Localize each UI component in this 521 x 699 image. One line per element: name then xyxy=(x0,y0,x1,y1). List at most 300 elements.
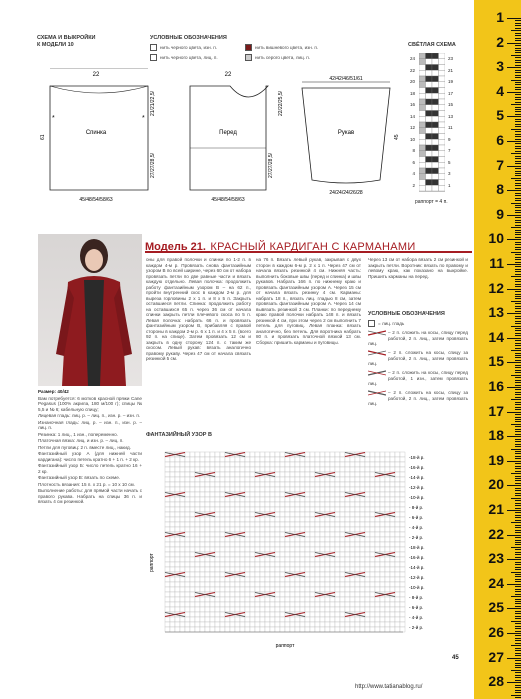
chart-cell xyxy=(275,522,280,527)
chart-cell xyxy=(280,627,285,632)
chart-cell xyxy=(205,482,210,487)
chart-cell xyxy=(220,547,225,552)
chart-cell xyxy=(200,482,205,487)
woman-illustration xyxy=(38,234,142,386)
chart-cell xyxy=(185,537,190,542)
chart-cell xyxy=(265,522,270,527)
chart-cell xyxy=(285,482,290,487)
chart-cell xyxy=(195,497,200,502)
chart-cell xyxy=(225,527,230,532)
chart-cell xyxy=(345,622,350,627)
chart-cell xyxy=(260,627,265,632)
ruler-number: 9 xyxy=(496,205,504,222)
chart-cell xyxy=(360,617,365,622)
chart-cell xyxy=(255,562,260,567)
chart-cell xyxy=(290,522,295,527)
chart-cell xyxy=(400,477,405,482)
chart-cell xyxy=(305,507,310,512)
chart-cell xyxy=(426,88,433,94)
chart-cell xyxy=(305,512,310,517)
chart-cell xyxy=(255,627,260,632)
ruler-number: 8 xyxy=(496,181,504,198)
chart-cell xyxy=(395,472,400,477)
chart-cell xyxy=(340,487,345,492)
chart-cell xyxy=(235,622,240,627)
chart-cell xyxy=(245,457,250,462)
chart-cell xyxy=(380,562,385,567)
chart-cell xyxy=(185,467,190,472)
ruler-tick xyxy=(515,537,521,538)
chart-cell xyxy=(200,462,205,467)
ruler-tick xyxy=(515,697,521,698)
chart-cell xyxy=(330,562,335,567)
chart-cell xyxy=(340,457,345,462)
chart-cell xyxy=(419,174,426,180)
chart-cell xyxy=(400,602,405,607)
chart-cell xyxy=(185,597,190,602)
chart-cell xyxy=(250,557,255,562)
chart-cell xyxy=(275,497,280,502)
chart-cell xyxy=(230,617,235,622)
chart-cell xyxy=(385,607,390,612)
chart-cell xyxy=(320,497,325,502)
chart-cell xyxy=(380,462,385,467)
chart-cell xyxy=(439,162,446,168)
ruler-number: 24 xyxy=(488,574,504,591)
chart-cell xyxy=(305,597,310,602)
chart-cell xyxy=(290,552,295,557)
chart-cell xyxy=(280,562,285,567)
chart-cell xyxy=(180,602,185,607)
ruler-tick xyxy=(515,65,521,66)
chart-cell xyxy=(315,607,320,612)
chart-cell xyxy=(210,482,215,487)
chart-cell xyxy=(360,602,365,607)
chart-cell xyxy=(400,517,405,522)
chart-cell xyxy=(260,507,265,512)
chart-cell xyxy=(210,627,215,632)
chart-cell xyxy=(295,562,300,567)
ruler-number: 11 xyxy=(489,255,504,271)
chart-cell xyxy=(270,487,275,492)
ruler-tick xyxy=(515,667,521,668)
chart-cell xyxy=(200,542,205,547)
chart-cell xyxy=(280,512,285,517)
chart-cell xyxy=(245,622,250,627)
chart-cell xyxy=(335,462,340,467)
chart-cell xyxy=(185,492,190,497)
chart-cell xyxy=(220,557,225,562)
chart-cell xyxy=(225,547,230,552)
chart-cell xyxy=(190,547,195,552)
chart-cell xyxy=(265,627,270,632)
chart-cell xyxy=(275,542,280,547)
chart-cell xyxy=(385,602,390,607)
chart-cell xyxy=(315,572,320,577)
chart-cell xyxy=(390,567,395,572)
chart-cell xyxy=(365,527,370,532)
chart-cell xyxy=(295,522,300,527)
chart-cell xyxy=(380,487,385,492)
ruler-tick xyxy=(515,333,521,334)
chart-cell xyxy=(375,482,380,487)
chart-cell xyxy=(400,542,405,547)
chart-cell xyxy=(325,452,330,457)
chart-cell xyxy=(285,537,290,542)
chart-cell xyxy=(260,477,265,482)
chart-cell xyxy=(220,502,225,507)
chart-cell xyxy=(345,502,350,507)
chart-cell xyxy=(265,492,270,497)
chart-cell xyxy=(340,577,345,582)
chart-cell xyxy=(245,497,250,502)
chart-cell xyxy=(370,627,375,632)
chart-cell xyxy=(385,502,390,507)
chart-cell xyxy=(345,592,350,597)
chart-cell xyxy=(300,487,305,492)
chart-cell xyxy=(210,557,215,562)
chart-cell xyxy=(190,487,195,492)
row-label: -14-й р. xyxy=(409,565,425,570)
chart-cell xyxy=(370,582,375,587)
ruler-tick xyxy=(515,94,521,95)
chart-cell xyxy=(280,487,285,492)
chart-cell xyxy=(325,582,330,587)
chart-cell xyxy=(365,547,370,552)
ruler-tick xyxy=(515,687,521,688)
chart-cell xyxy=(310,547,315,552)
chart-cell xyxy=(245,537,250,542)
sleeve-top-dim: 42/42/46/51/61 xyxy=(329,76,363,82)
ruler-tick xyxy=(515,591,521,592)
chart-cell xyxy=(240,517,245,522)
chart-cell xyxy=(280,617,285,622)
chart-cell xyxy=(370,622,375,627)
chart-cell xyxy=(290,487,295,492)
ruler-tick xyxy=(507,313,521,314)
ruler-tick xyxy=(515,456,521,457)
chart-cell xyxy=(400,577,405,582)
source-url[interactable]: http://www.tatianablog.ru/ xyxy=(355,684,423,690)
chart-cell xyxy=(200,452,205,457)
chart-cell xyxy=(240,622,245,627)
chart-cell xyxy=(365,602,370,607)
ruler-tick xyxy=(515,365,521,366)
chart-cell xyxy=(185,527,190,532)
chart-cell xyxy=(345,497,350,502)
chart-cell xyxy=(240,522,245,527)
chart-cell xyxy=(340,612,345,617)
ruler-number: 27 xyxy=(488,648,504,665)
chart-cell xyxy=(300,517,305,522)
chart-cell xyxy=(365,497,370,502)
chart-cell xyxy=(270,507,275,512)
chart-cell xyxy=(285,582,290,587)
ruler-tick xyxy=(515,508,521,509)
chart-cell xyxy=(210,597,215,602)
chart-cell xyxy=(400,457,405,462)
chart-cell xyxy=(165,597,170,602)
chart-cell xyxy=(280,572,285,577)
legend-grid xyxy=(150,44,410,68)
chart-cell xyxy=(210,607,215,612)
ruler-tick xyxy=(515,87,521,88)
chart-cell xyxy=(220,477,225,482)
ruler-tick xyxy=(515,552,521,553)
chart-cell xyxy=(170,502,175,507)
chart-cell xyxy=(255,587,260,592)
ruler-tick xyxy=(507,239,521,240)
ruler-tick xyxy=(515,126,521,127)
info-line: Вам потребуется: 6 мотков красной пряжи Cane Pegasus (100% акрила, 180 м/100 г); спицы № 5,5 и № 6; кабельную спицу; xyxy=(38,395,142,412)
chart-cell xyxy=(439,99,446,105)
chart-cell xyxy=(315,502,320,507)
chart-cell xyxy=(170,577,175,582)
chart-cell xyxy=(245,487,250,492)
ruler-tick xyxy=(507,510,521,511)
chart-cell xyxy=(395,537,400,542)
chart-cell xyxy=(350,537,355,542)
chart-cell xyxy=(355,522,360,527)
chart-cell xyxy=(270,557,275,562)
chart-cell xyxy=(270,492,275,497)
ruler-tick xyxy=(515,35,521,36)
chart-cell xyxy=(285,607,290,612)
chart-cell xyxy=(385,562,390,567)
chart-cell xyxy=(175,602,180,607)
chart-cell xyxy=(439,70,446,76)
chart-cell xyxy=(215,562,220,567)
chart-cell xyxy=(280,557,285,562)
chart-cell xyxy=(300,462,305,467)
chart-cell xyxy=(305,627,310,632)
chart-cell xyxy=(355,457,360,462)
chart-cell xyxy=(260,542,265,547)
chart-cell xyxy=(375,577,380,582)
chart-cell xyxy=(360,487,365,492)
chart-cell xyxy=(325,547,330,552)
ruler-tick xyxy=(515,650,521,651)
ruler-tick xyxy=(515,75,521,76)
chart-cell xyxy=(265,597,270,602)
chart-cell xyxy=(320,477,325,482)
chart-cell xyxy=(325,492,330,497)
ruler-tick xyxy=(515,148,521,149)
chart-cell xyxy=(340,557,345,562)
chart-cell xyxy=(200,502,205,507)
chart-cell xyxy=(305,542,310,547)
chart-cell xyxy=(360,512,365,517)
chart-cell xyxy=(220,617,225,622)
chart-cell xyxy=(360,622,365,627)
chart-cell xyxy=(355,542,360,547)
chart-cell xyxy=(260,562,265,567)
chart-cell xyxy=(365,537,370,542)
chart-cell xyxy=(390,477,395,482)
chart-cell xyxy=(355,507,360,512)
chart-cell xyxy=(265,582,270,587)
chart-cell xyxy=(290,472,295,477)
chart-cell xyxy=(265,612,270,617)
chart-cell xyxy=(260,522,265,527)
ruler-number: 25 xyxy=(488,599,504,616)
chart-cell xyxy=(325,462,330,467)
ruler-tick xyxy=(515,303,521,304)
ruler-tick xyxy=(515,279,521,280)
chart-cell xyxy=(250,572,255,577)
chart-cell xyxy=(175,472,180,477)
chart-cell xyxy=(385,477,390,482)
chart-cell xyxy=(245,532,250,537)
chart-cell xyxy=(300,457,305,462)
ruler-tick xyxy=(515,205,521,206)
chart-cell xyxy=(370,477,375,482)
chart-cell xyxy=(285,507,290,512)
chart-cell xyxy=(400,502,405,507)
chart-cell xyxy=(365,462,370,467)
ruler-tick xyxy=(515,321,521,322)
chart-cell xyxy=(350,512,355,517)
chart-cell xyxy=(185,582,190,587)
chart-cell xyxy=(200,522,205,527)
chart-cell xyxy=(395,577,400,582)
chart-cell xyxy=(180,467,185,472)
chart-cell xyxy=(215,622,220,627)
chart-cell xyxy=(340,602,345,607)
chart-cell xyxy=(245,547,250,552)
chart-cell xyxy=(340,617,345,622)
chart-cell xyxy=(380,517,385,522)
chart-cell xyxy=(370,552,375,557)
ruler-tick xyxy=(507,682,521,683)
ruler-tick xyxy=(515,330,521,331)
chart-cell xyxy=(355,592,360,597)
ruler-tick xyxy=(515,385,521,386)
chart-cell xyxy=(220,517,225,522)
chart-cell xyxy=(432,111,439,117)
chart-cell xyxy=(375,492,380,497)
chart-cell xyxy=(439,145,446,151)
chart-cell xyxy=(185,457,190,462)
chart-cell xyxy=(335,557,340,562)
ruler-tick xyxy=(515,517,521,518)
ruler-tick xyxy=(507,43,521,44)
ruler-tick xyxy=(515,62,521,63)
chart-cell xyxy=(385,532,390,537)
chart-cell xyxy=(170,457,175,462)
chart-cell xyxy=(200,467,205,472)
chart-cell xyxy=(400,467,405,472)
ruler-tick xyxy=(515,613,521,614)
chart-cell xyxy=(385,492,390,497)
chart-cell xyxy=(340,477,345,482)
chart-cell xyxy=(285,472,290,477)
chart-cell xyxy=(400,522,405,527)
chart-cell xyxy=(185,577,190,582)
ruler-tick xyxy=(515,163,521,164)
model-title-bar xyxy=(145,237,472,253)
chart-cell xyxy=(345,587,350,592)
ruler-tick xyxy=(515,372,521,373)
chart-cell xyxy=(395,487,400,492)
chart-cell xyxy=(355,502,360,507)
chart-cell xyxy=(335,592,340,597)
row-label: 7 xyxy=(448,148,451,153)
chart-cell xyxy=(350,547,355,552)
ruler-tick xyxy=(515,439,521,440)
ruler-tick xyxy=(515,640,521,641)
chart-cell xyxy=(335,517,340,522)
ruler-tick xyxy=(515,291,521,292)
chart-cell xyxy=(245,557,250,562)
chart-cell xyxy=(310,467,315,472)
ruler-tick xyxy=(507,633,521,634)
ruler-tick xyxy=(515,274,521,275)
chart-cell xyxy=(230,502,235,507)
chart-cell xyxy=(426,76,433,82)
chart-cell xyxy=(220,542,225,547)
chart-cell xyxy=(275,462,280,467)
chart-cell xyxy=(205,567,210,572)
chart-cell xyxy=(320,487,325,492)
chart-cell xyxy=(235,592,240,597)
chart-cell xyxy=(170,597,175,602)
chart-cell xyxy=(335,542,340,547)
chart-cell xyxy=(330,487,335,492)
chart-cell xyxy=(330,572,335,577)
chart-cell xyxy=(290,557,295,562)
chart-cell xyxy=(330,462,335,467)
ruler-tick xyxy=(515,463,521,464)
chart-cell xyxy=(310,552,315,557)
chart-cell xyxy=(432,174,439,180)
chart-cell xyxy=(235,517,240,522)
chart-cell xyxy=(400,617,405,622)
chart-cell xyxy=(360,567,365,572)
ruler-tick xyxy=(515,195,521,196)
chart-cell xyxy=(205,532,210,537)
chart-cell xyxy=(315,497,320,502)
chart-cell xyxy=(360,482,365,487)
chart-cell xyxy=(315,537,320,542)
chart-cell xyxy=(365,587,370,592)
chart-cell xyxy=(340,567,345,572)
chart-cell xyxy=(230,587,235,592)
back-top-dim: 22 xyxy=(92,72,100,78)
chart-cell xyxy=(400,612,405,617)
chart-cell xyxy=(240,582,245,587)
ruler-tick xyxy=(515,444,521,445)
chart-cell xyxy=(320,462,325,467)
chart-cell xyxy=(390,627,395,632)
chart-cell xyxy=(395,477,400,482)
chart-cell xyxy=(220,567,225,572)
chart-cell xyxy=(190,612,195,617)
chart-cell xyxy=(180,582,185,587)
chart-cell xyxy=(275,532,280,537)
ruler-tick xyxy=(515,210,521,211)
chart-cell xyxy=(350,562,355,567)
ruler-tick xyxy=(515,286,521,287)
chart-cell xyxy=(395,597,400,602)
ruler-tick xyxy=(515,183,521,184)
chart-cell xyxy=(245,512,250,517)
chart-cell xyxy=(419,88,426,94)
chart-cell xyxy=(225,587,230,592)
chart-cell xyxy=(190,567,195,572)
ruler-tick xyxy=(515,247,521,248)
chart-cell xyxy=(320,622,325,627)
